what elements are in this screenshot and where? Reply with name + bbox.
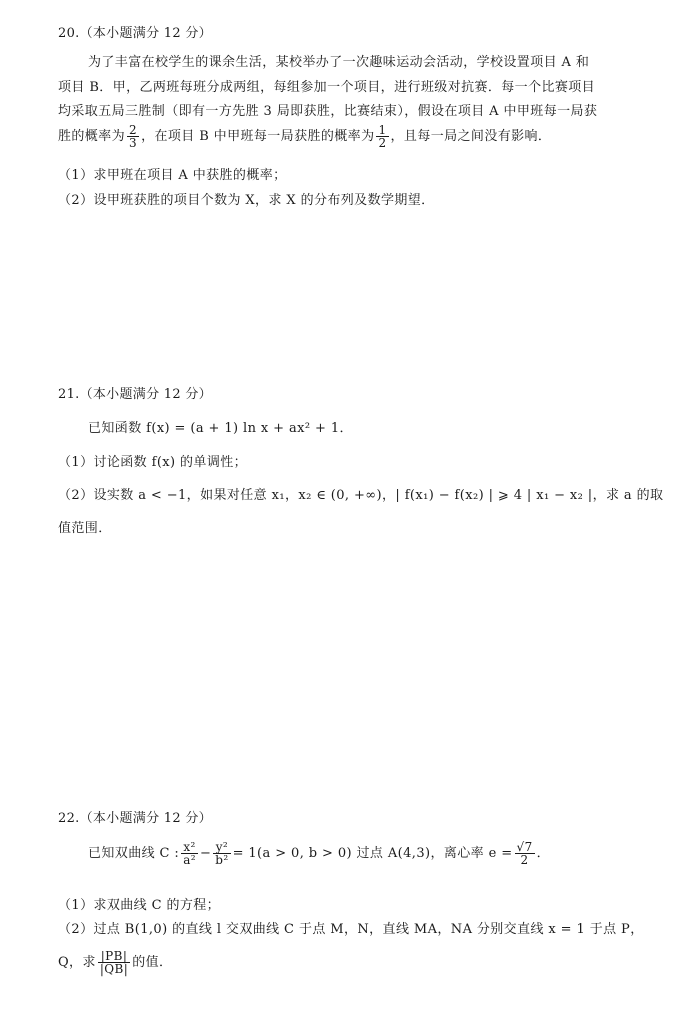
q20-part2: （2）设甲班获胜的项目个数为 X，求 X 的分布列及数学期望． xyxy=(58,193,435,208)
q20-header: 20.（本小题满分 12 分） xyxy=(58,26,212,41)
q21-part2: （2）设实数 a < −1，如果对任意 x₁，x₂ ∈ (0, +∞)，| f(x₁) − f(x₂) | ⩾ 4 | x₁ − x₂ |，求 a 的取 xyxy=(58,488,664,503)
fraction-denominator: 3 xyxy=(129,136,138,150)
q22-part2-cont-b: 的值． xyxy=(132,955,173,970)
q20-line4 xyxy=(58,124,551,149)
q20-line4-b: ，在项目 B 中甲班每一局获胜的概率为 xyxy=(141,129,375,144)
q20-line4-c: ，且每一局之间没有影响． xyxy=(390,129,552,144)
fraction-denominator: a² xyxy=(183,853,196,867)
q21-header: 21.（本小题满分 12 分） xyxy=(58,387,212,402)
q22-part2-cont xyxy=(58,950,172,975)
fraction-numerator: √7 xyxy=(516,840,533,854)
q20-line4-a: 胜的概率为 xyxy=(58,129,126,144)
fraction-numerator: 2 xyxy=(129,123,138,137)
minus-sign: − xyxy=(199,846,212,861)
fraction-denominator: 2 xyxy=(520,853,529,867)
q20-line3: 均采取五局三胜制（即有一方先胜 3 局即获胜，比赛结束），假设在项目 A 中甲班每一局获 xyxy=(58,104,598,119)
fraction-denominator: 2 xyxy=(378,136,387,150)
fraction-two-thirds xyxy=(127,124,139,149)
fraction-numerator: x² xyxy=(181,841,198,854)
q22-part1: （1）求双曲线 C 的方程； xyxy=(58,898,221,913)
q21-line1: 已知函数 f(x) = (a + 1) ln x + ax² + 1． xyxy=(88,421,353,436)
q22-header: 22.（本小题满分 12 分） xyxy=(58,811,212,826)
fraction-pb-over-qb xyxy=(98,950,130,975)
q22-line1-b: = 1(a > 0, b > 0) 过点 A(4,3)，离心率 e = xyxy=(232,846,513,861)
q22-line1-c: ． xyxy=(536,846,551,861)
q22-part2: （2）过点 B(1,0) 的直线 l 交双曲线 C 于点 M，N，直线 MA，NA 分别交直线 x = 1 于点 P， xyxy=(58,922,644,937)
q22-line1 xyxy=(88,841,550,866)
q21-part2-cont: 值范围． xyxy=(58,521,112,536)
q21-part1: （1）讨论函数 f(x) 的单调性； xyxy=(58,455,248,470)
fraction-sqrt7-over-2 xyxy=(515,841,535,866)
fraction-numerator: y² xyxy=(213,841,230,854)
fraction-numerator: 1 xyxy=(378,123,387,137)
fraction-one-half xyxy=(376,124,388,149)
fraction-denominator: b² xyxy=(215,853,229,867)
q20-part1: （1）求甲班在项目 A 中获胜的概率； xyxy=(58,168,287,183)
fraction-numerator: |PB| xyxy=(98,950,130,963)
fraction-x2-over-a2 xyxy=(181,841,198,866)
q20-line2: 项目 B．甲，乙两班每班分成两组，每组参加一个项目，进行班级对抗赛．每一个比赛项目 xyxy=(58,80,596,95)
q20-line1: 为了丰富在校学生的课余生活，某校举办了一次趣味运动会活动，学校设置项目 A 和 xyxy=(88,55,590,70)
q22-part2-cont-a: Q，求 xyxy=(58,955,96,970)
fraction-y2-over-b2 xyxy=(213,841,230,866)
fraction-denominator: |QB| xyxy=(99,962,129,976)
q22-line1-a: 已知双曲线 C : xyxy=(88,846,180,861)
